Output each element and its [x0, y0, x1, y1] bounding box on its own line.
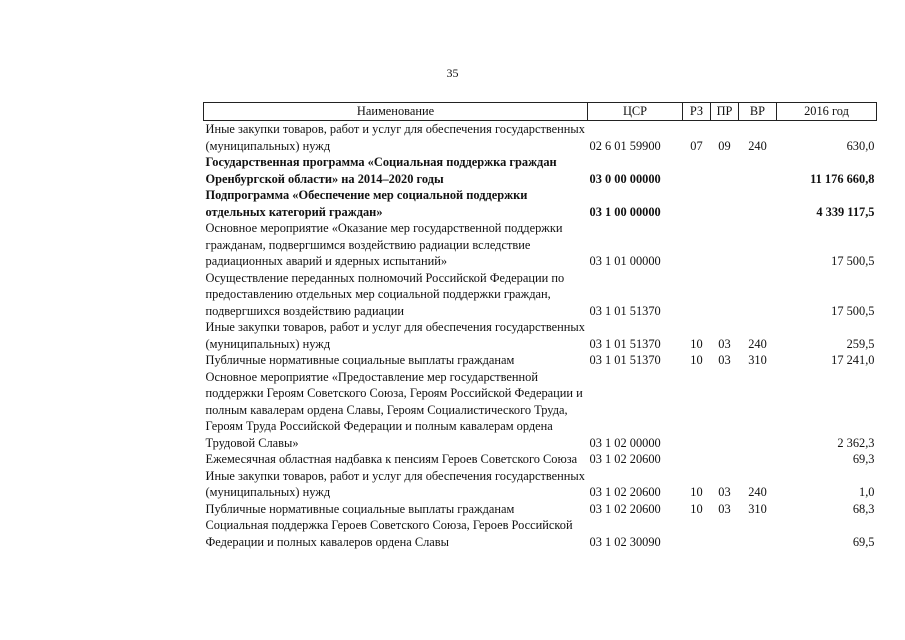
row-amount-cell: 17 500,5 — [831, 303, 875, 318]
row-amount-cell: 69,5 — [852, 534, 875, 549]
row-amount-cell: 259,5 — [846, 336, 875, 351]
table-row — [204, 451, 877, 468]
row-csr-cell: 03 1 00 00000 — [589, 204, 661, 219]
row-pr-cell: 03 — [718, 336, 731, 351]
table-body — [204, 121, 877, 551]
row-pr-cell: 03 — [718, 353, 731, 367]
row-rz-cell: 07 — [690, 138, 703, 153]
header-name: Наименование — [204, 103, 588, 121]
row-pr-cell — [711, 154, 739, 187]
header-pr: ПР — [711, 103, 739, 121]
table-row — [204, 369, 877, 452]
row-amount-cell: 2 362,3 — [837, 435, 875, 450]
row-csr-cell: 03 1 02 20600 — [589, 501, 661, 516]
row-vr-cell — [739, 270, 777, 320]
row-rz-cell — [683, 369, 711, 452]
row-pr-cell — [711, 369, 739, 452]
header-year: 2016 год — [777, 103, 877, 121]
table-row — [204, 468, 877, 501]
row-vr-cell — [739, 451, 777, 468]
row-rz-cell: 10 — [690, 485, 703, 499]
row-vr-cell: 240 — [748, 138, 767, 153]
row-name-cell: Государственная программа «Социальная поддержка граждан Оренбургской области» на 2014–2020 годы — [205, 155, 557, 186]
row-rz-cell — [683, 187, 711, 220]
row-csr-cell: 02 6 01 59900 — [589, 138, 661, 153]
row-amount-cell: 1,0 — [859, 485, 875, 499]
row-vr-cell: 240 — [748, 336, 767, 351]
row-name-cell: Подпрограмма «Обеспечение мер социальной поддержки отдельных категорий граждан» — [205, 188, 528, 219]
row-name-cell: Основное мероприятие «Оказание мер государственной поддержки гражданам, подвергшимся воздействию радиации вследствие радиационных аварий и ядерных испытаний» — [205, 221, 563, 268]
row-csr-cell: 03 1 02 20600 — [589, 452, 661, 466]
row-name-cell: Иные закупки товаров, работ и услуг для обеспечения государственных (муниципальных) нужд — [205, 320, 585, 351]
row-pr-cell — [711, 220, 739, 270]
row-rz-cell — [683, 451, 711, 468]
table-row — [204, 154, 877, 187]
row-csr-cell: 03 1 02 00000 — [589, 435, 661, 450]
row-rz-cell: 10 — [690, 501, 703, 516]
header-vr: ВР — [739, 103, 777, 121]
row-pr-cell — [711, 187, 739, 220]
header-rz: РЗ — [683, 103, 711, 121]
row-csr-cell: 03 1 02 30090 — [589, 534, 661, 549]
row-name-cell: Социальная поддержка Героев Советского Союза, Героев Российской Федерации и полных кавалеров ордена Славы — [205, 518, 573, 549]
row-csr-cell: 03 1 02 20600 — [589, 485, 661, 499]
row-name-cell: Основное мероприятие «Предоставление мер государственной поддержки Героям Советского Союза, Героям Российской Федерации и полным кавалерам ордена Славы, Героям Социалистического Труда, Героям Труда Российской Федерации и полным кавалерам ордена Трудовой Славы» — [205, 369, 583, 450]
row-pr-cell — [711, 270, 739, 320]
table-row — [204, 501, 877, 518]
row-rz-cell — [683, 270, 711, 320]
table-row — [204, 270, 877, 320]
row-name-cell: Осуществление переданных полномочий Российской Федерации по предоставлению отдельных мер социальной поддержки граждан, подвергшихся воздействию радиации — [205, 270, 565, 318]
row-rz-cell — [683, 220, 711, 270]
row-csr-cell: 03 1 01 51370 — [589, 303, 661, 318]
row-rz-cell: 10 — [690, 353, 703, 367]
row-pr-cell: 09 — [718, 138, 731, 153]
row-amount-cell: 11 176 660,8 — [810, 171, 875, 186]
row-vr-cell — [739, 369, 777, 452]
header-csr: ЦСР — [588, 103, 683, 121]
row-vr-cell — [739, 220, 777, 270]
row-rz-cell: 10 — [690, 336, 703, 351]
row-csr-cell: 03 1 01 51370 — [589, 336, 661, 351]
row-name-cell: Публичные нормативные социальные выплаты гражданам — [205, 353, 515, 367]
row-vr-cell: 240 — [748, 485, 767, 499]
row-vr-cell — [739, 154, 777, 187]
row-csr-cell: 03 1 01 51370 — [589, 353, 661, 367]
row-name-cell: Ежемесячная областная надбавка к пенсиям Героев Советского Союза — [205, 452, 578, 466]
table-row — [204, 121, 877, 155]
row-rz-cell — [683, 154, 711, 187]
row-csr-cell: 03 0 00 00000 — [589, 171, 661, 186]
row-vr-cell: 310 — [748, 501, 767, 516]
row-amount-cell: 17 500,5 — [831, 254, 875, 268]
table-row — [204, 517, 877, 550]
row-vr-cell: 310 — [748, 353, 767, 367]
row-amount-cell: 17 241,0 — [831, 353, 875, 367]
table-row — [204, 220, 877, 270]
row-name-cell: Иные закупки товаров, работ и услуг для обеспечения государственных (муниципальных) нужд — [205, 122, 585, 153]
row-csr-cell: 03 1 01 00000 — [589, 254, 661, 268]
row-amount-cell: 630,0 — [846, 138, 875, 153]
row-rz-cell — [683, 517, 711, 550]
row-name-cell: Публичные нормативные социальные выплаты гражданам — [205, 501, 515, 516]
row-vr-cell — [739, 517, 777, 550]
table-row — [204, 352, 877, 369]
row-amount-cell: 4 339 117,5 — [816, 204, 875, 219]
row-amount-cell: 69,3 — [852, 452, 875, 466]
table-header-row — [204, 103, 877, 121]
budget-table — [203, 102, 877, 550]
row-pr-cell: 03 — [718, 501, 731, 516]
row-pr-cell: 03 — [718, 485, 731, 499]
row-vr-cell — [739, 187, 777, 220]
row-amount-cell: 68,3 — [852, 501, 875, 516]
row-pr-cell — [711, 451, 739, 468]
row-pr-cell — [711, 517, 739, 550]
table-row — [204, 187, 877, 220]
row-name-cell: Иные закупки товаров, работ и услуг для обеспечения государственных (муниципальных) нужд — [205, 468, 585, 499]
table-row — [204, 319, 877, 352]
page-number: 35 — [446, 66, 459, 80]
